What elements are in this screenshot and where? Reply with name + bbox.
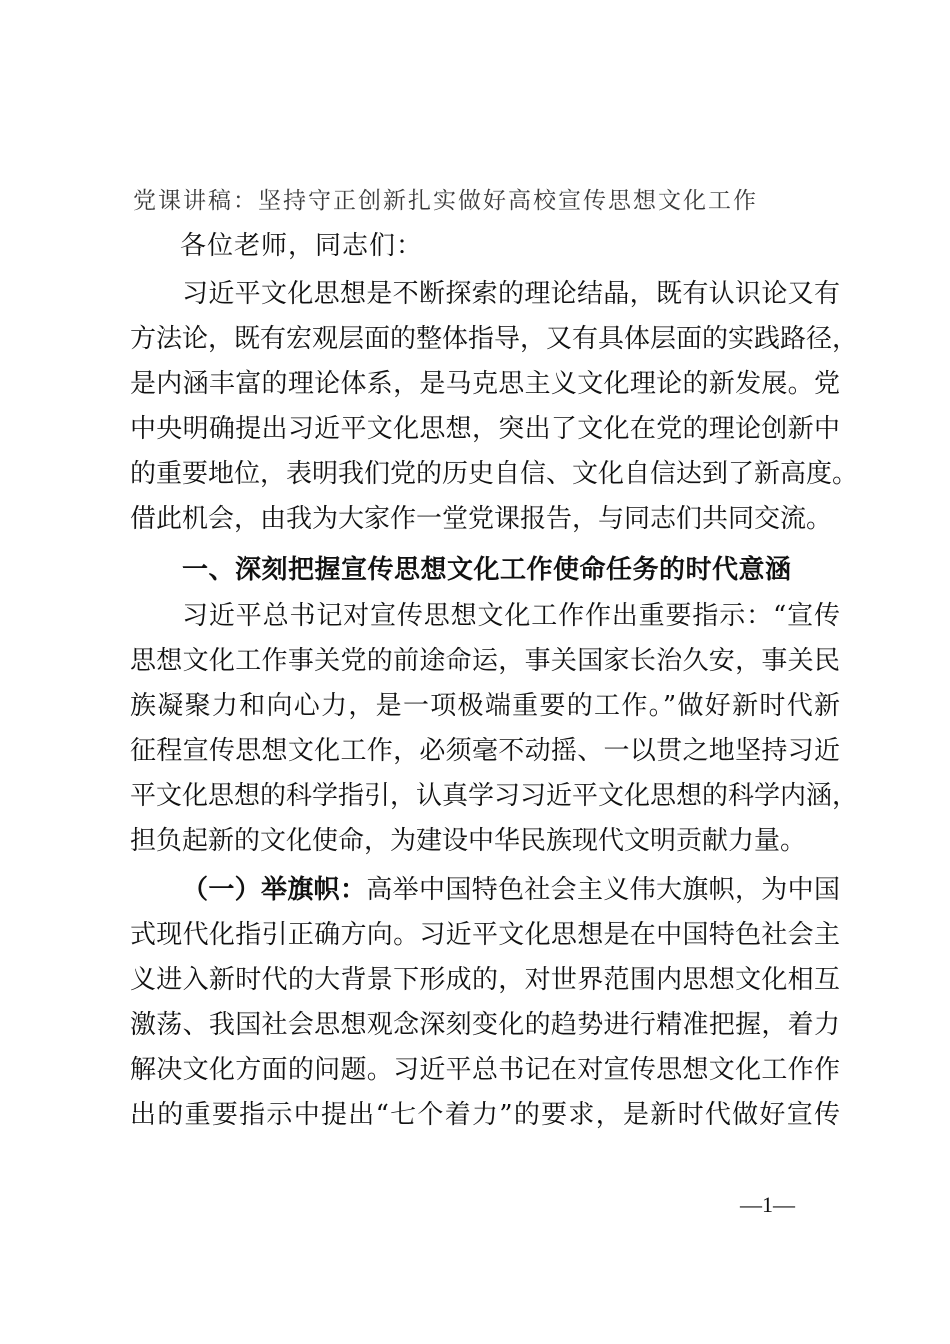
paragraph-line: 激荡、我国社会思想观念深刻变化的趋势进行精准把握，着力 xyxy=(130,1010,840,1040)
paragraph-line: 方法论，既有宏观层面的整体指导，又有具体层面的实践路径， xyxy=(130,324,859,354)
section-heading: 一、深刻把握宣传思想文化工作使命任务的时代意涵 xyxy=(182,555,792,585)
paragraph-line: 是内涵丰富的理论体系，是马克思主义文化理论的新发展。党 xyxy=(130,369,840,399)
document-title: 党课讲稿：坚持守正创新扎实做好高校宣传思想文化工作 xyxy=(133,188,758,214)
page-number: —1— xyxy=(740,1192,795,1217)
greeting: 各位老师，同志们： xyxy=(180,231,424,261)
paragraph-line: 解决文化方面的问题。习近平总书记在对宣传思想文化工作作 xyxy=(130,1055,840,1085)
paragraph-line: 征程宣传思想文化工作，必须毫不动摇、一以贯之地坚持习近 xyxy=(130,736,840,766)
paragraph-line: 思想文化工作事关党的前途命运，事关国家长治久安，事关民 xyxy=(130,646,840,676)
subsection-lead: （一）举旗帜： xyxy=(182,875,367,905)
paragraph-line: 习近平总书记对宣传思想文化工作作出重要指示：“宣传 xyxy=(182,601,840,631)
paragraph-section-one xyxy=(130,594,859,864)
paragraph-line: 中央明确提出习近平文化思想，突出了文化在党的理论创新中 xyxy=(130,414,840,444)
paragraph-line: 借此机会，由我为大家作一堂党课报告，与同志们共同交流。 xyxy=(130,504,833,534)
paragraph-line: 式现代化指引正确方向。习近平文化思想是在中国特色社会主 xyxy=(130,920,840,950)
paragraph-subsection-one xyxy=(130,868,840,1138)
paragraph-line: 族凝聚力和向心力，是一项极端重要的工作。”做好新时代新 xyxy=(130,691,840,721)
subsection-lead-rest: 高举中国特色社会主义伟大旗帜，为中国 xyxy=(366,875,840,905)
paragraph-line: 的重要地位，表明我们党的历史自信、文化自信达到了新高度。 xyxy=(130,459,859,489)
paragraph-line: 习近平文化思想是不断探索的理论结晶，既有认识论又有 xyxy=(182,279,840,309)
paragraph-line: 平文化思想的科学指引，认真学习习近平文化思想的科学内涵， xyxy=(130,781,859,811)
paragraph-line: 出的重要指示中提出“七个着力”的要求，是新时代做好宣传 xyxy=(130,1100,840,1130)
paragraph-line xyxy=(130,868,840,913)
paragraph-intro xyxy=(130,272,859,542)
paragraph-line: 担负起新的文化使命，为建设中华民族现代文明贡献力量。 xyxy=(130,826,807,856)
paragraph-line: 义进入新时代的大背景下形成的，对世界范围内思想文化相互 xyxy=(130,965,840,995)
